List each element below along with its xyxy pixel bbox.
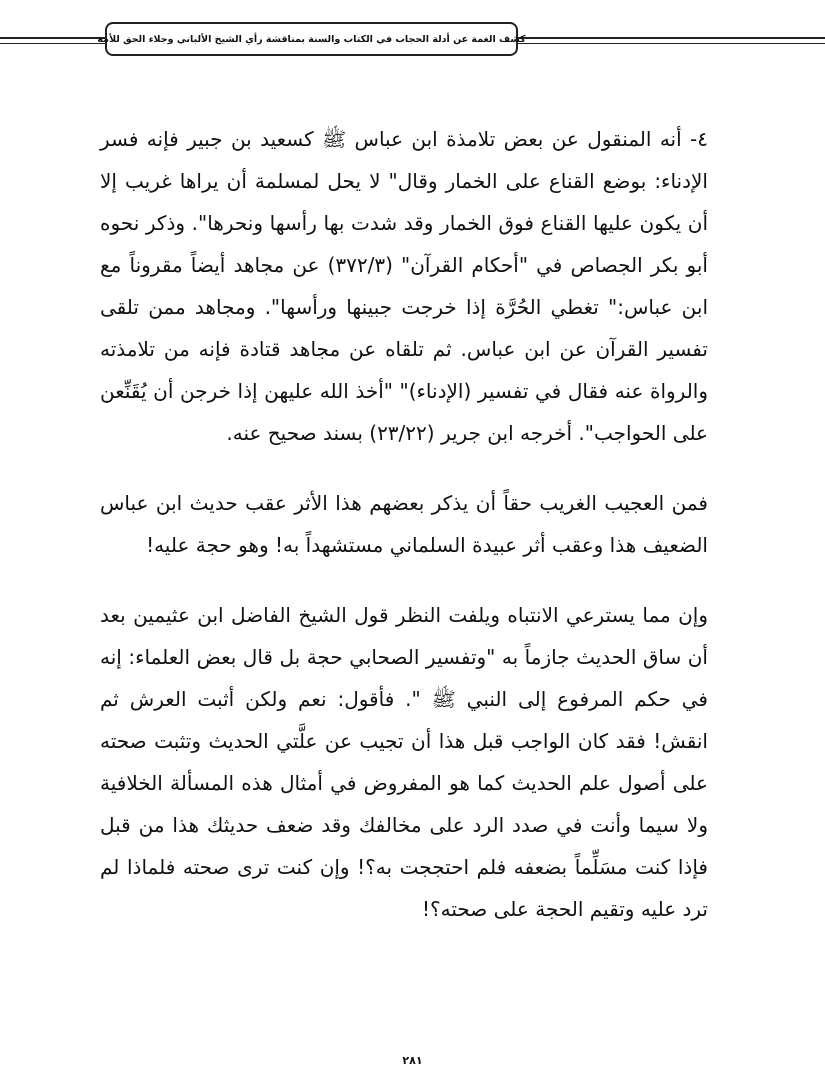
book-title: كشف الغمة عن أدلة الحجاب في الكتاب والسنة بمناقشة رأي الشيخ الألباني وجلاء الحق للأمة [97,33,526,45]
page-body [100,118,708,930]
paragraph: فمن العجيب الغريب حقاً أن يذكر بعضهم هذا الأثر عقب حديث ابن عباس الضعيف هذا وعقب أثر عبيدة السلماني مستشهداً به! وهو حجة عليه! [100,491,708,557]
running-header [97,22,526,56]
paragraph: ٤- أنه المنقول عن بعض تلامذة ابن عباس ﷺ كسعيد بن جبير فإنه فسر الإدناء: بوضع القناع على الخمار وقال" لا يحل لمسلمة أن يراها غريب إلا أن يكون عليها القناع فوق الخمار وقد شدت بها رأسها ونحرها". وذكر نحوه أبو بكر الجصاص في "أحكام القرآن" (٣٧٢/٣) عن مجاهد أيضاً مقروناً مع ابن عباس:" تغطي الحُرَّة إذا خرجت جبينها ورأسها". ومجاهد ممن تلقى تفسير القرآن عن ابن عباس. ثم تلقاه عن مجاهد قتادة فإنه من تلامذته والرواة عنه فقال في تفسير (الإدناء)" "أخذ الله عليهن إذا خرجن أن يُقَنِّعن على الحواجب". أخرجه ابن جرير (٢٣/٢٢) بسند صحيح عنه. [100,127,708,445]
paragraph: وإن مما يسترعي الانتباه ويلفت النظر قول الشيخ الفاضل ابن عثيمين بعد أن ساق الحديث جازماً به "وتفسير الصحابي حجة بل قال بعض العلماء: إنه في حكم المرفوع إلى النبي ﷺ ". فأقول: نعم ولكن أثبت العرش ثم انقش! فقد كان الواجب قبل هذا أن تجيب عن علَّتي الحديث وتثبت صحته على أصول علم الحديث كما هو المفروض في أمثال هذه المسألة الخلافية ولا سيما وأنت في صدد الرد على مخالفك وقد ضعف حديثك هذا من قبل فإذا كنت مسَلِّماً بضعفه فلم احتججت به؟! وإن كنت ترى صحته فلماذا لم ترد عليه وتقيم الحجة على صحته؟! [100,603,708,921]
page-number: ٢٨١ [402,1054,423,1067]
